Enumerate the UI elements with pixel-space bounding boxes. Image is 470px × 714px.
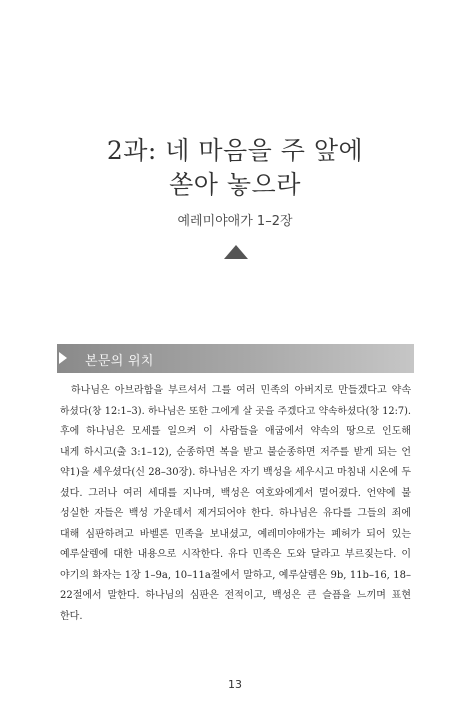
lesson-title-line-2: 쏟아 놓으라 — [169, 170, 301, 199]
body-line: 야기의 화자는 1장 1–9a, 10–11a절에서 말하고, 예루살렘은 9b, 11b–16, 18– — [60, 569, 411, 581]
body-paragraph — [60, 381, 411, 627]
scripture-reference: 예레미야애가 1–2장 — [177, 214, 293, 229]
section-heading-bar — [57, 344, 414, 373]
body-line: 한다. — [60, 610, 83, 622]
body-line: 후에 하나님은 모세를 일으켜 이 사람들을 애굽에서 약속의 땅으로 인도해 — [60, 426, 411, 437]
lesson-title — [0, 134, 470, 202]
triangle-ornament-icon — [224, 245, 248, 259]
body-line: 22절에서 말한다. 하나님의 심판은 전적이고, 백성은 큰 슬픔을 느끼며 표현 — [60, 590, 411, 601]
body-line: 셨다. 그러나 여러 세대를 지나며, 백성은 여호와에게서 멀어졌다. 언약에 불 — [60, 487, 411, 499]
body-line: 하셨다(창 12:1–3). 하나님은 또한 그에게 살 곳을 주겠다고 약속하셨다(창 12:7). — [60, 405, 411, 417]
body-line: 내게 하시고(출 3:1–12), 순종하면 복을 받고 불순종하면 저주를 받게 되는 언 — [60, 446, 411, 458]
body-line: 대해 심판하려고 바벨론 민족을 보내셨고, 예레미야애가는 폐허가 되어 있는 — [60, 528, 411, 540]
lesson-title-line-1: 2과: 네 마음을 주 앞에 — [106, 136, 364, 165]
body-line: 하나님은 아브라함을 부르셔서 그를 여러 민족의 아버지로 만들겠다고 약속 — [71, 385, 411, 396]
page-number: 13 — [228, 678, 242, 691]
chevron-right-icon — [59, 352, 67, 364]
body-line: 성실한 자들은 백성 가운데서 제거되어야 한다. 하나님은 유다를 그들의 죄에 — [60, 508, 411, 519]
body-line: 약1)을 세우셨다(신 28–30장). 하나님은 자기 백성을 세우시고 마침내 시온에 두 — [60, 467, 411, 478]
body-line: 예루살렘에 대한 내용으로 시작한다. 유다 민족은 도와 달라고 부르짖는다. 이 — [60, 549, 411, 560]
section-heading: 본문의 위치 — [85, 354, 154, 369]
